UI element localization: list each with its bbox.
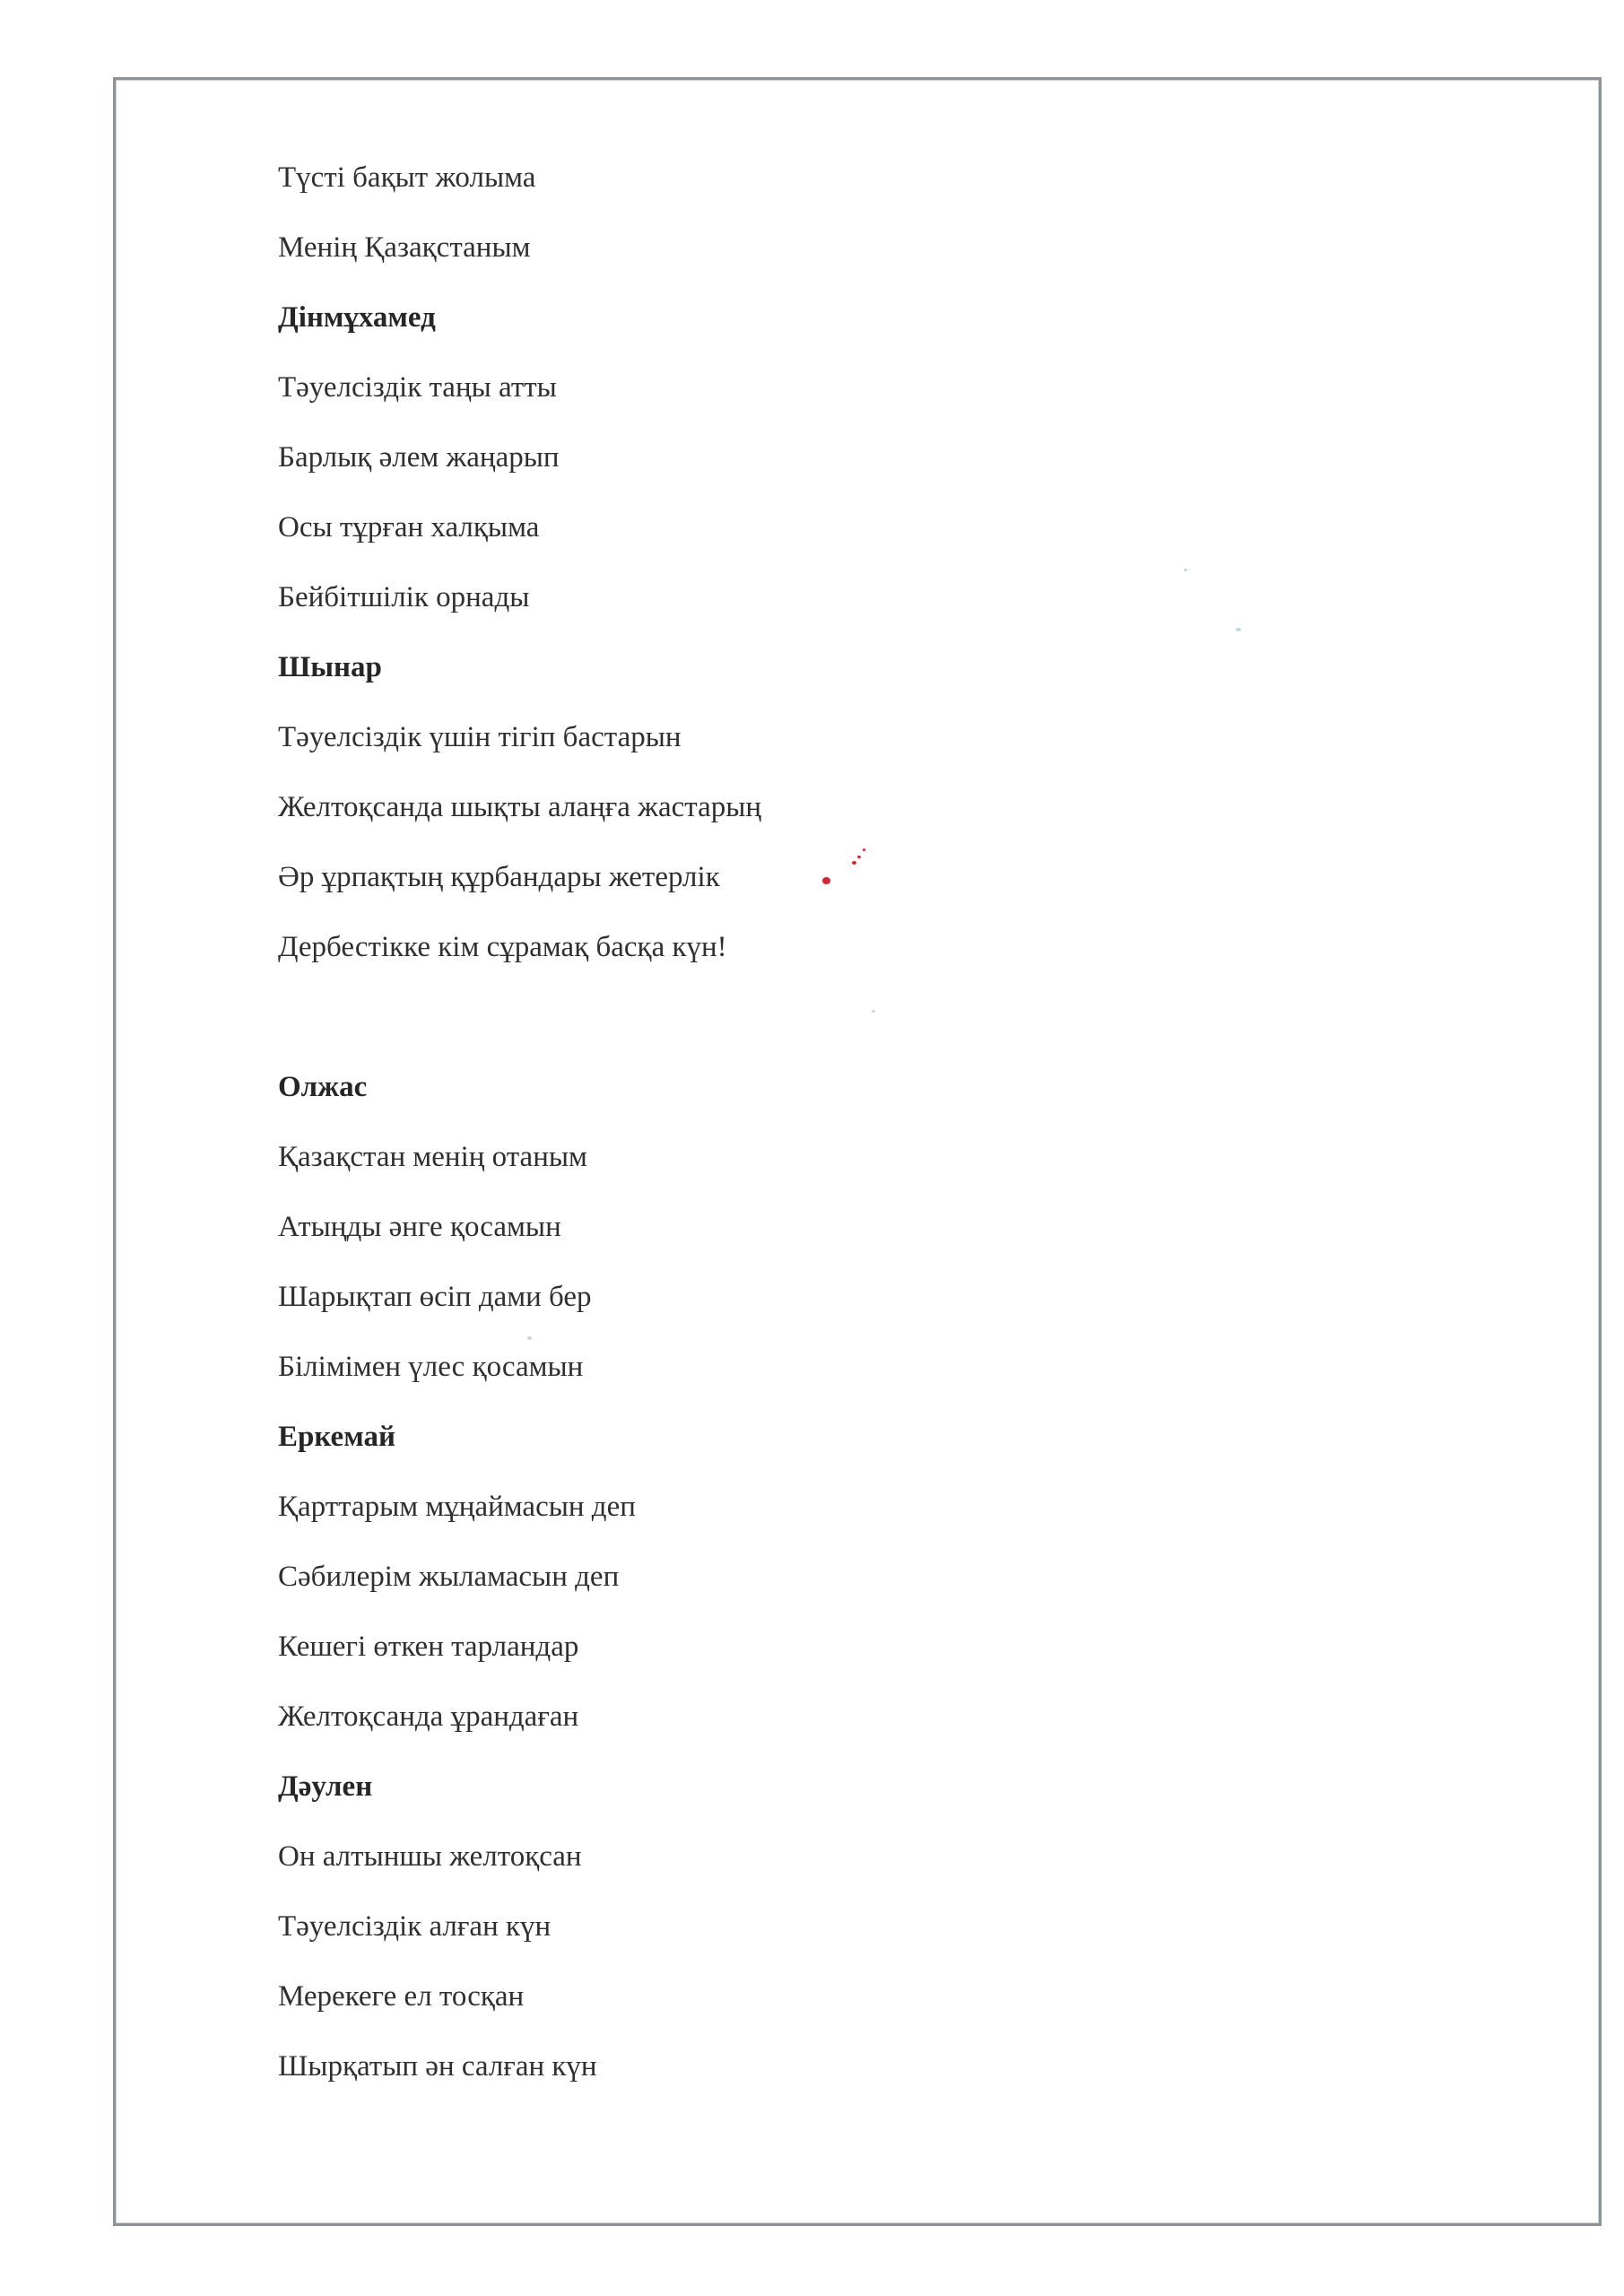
poem-line: Әр ұрпақтың құрбандары жетерлік (278, 861, 720, 893)
poem-line: Түсті бақыт жолыма (278, 161, 536, 194)
poem-line: Он алтыншы желтоқсан (278, 1840, 582, 1873)
speaker-name: Дәулен (278, 1770, 373, 1803)
speaker-name: Дінмұхамед (278, 301, 436, 334)
scan-speck (527, 1336, 532, 1340)
poem-line: Желтоқсанда шықты алаңға жастарың (278, 791, 762, 823)
poem-line: Мерекеге ел тосқан (278, 1980, 525, 2013)
poem-line: Желтоқсанда ұрандаған (278, 1700, 579, 1733)
poem-line: Сәбилерім жыламасын деп (278, 1561, 620, 1593)
poem-line: Менің Қазақстаным (278, 231, 531, 264)
poem-line: Тәуелсіздік үшін тігіп бастарын (278, 721, 682, 753)
poem-line: Шарықтап өсіп дами бер (278, 1281, 592, 1313)
poem-line: Қазақстан менің отаным (278, 1141, 587, 1173)
scan-speck (1184, 569, 1187, 571)
poem-line: Осы тұрған халқыма (278, 511, 540, 544)
scan-speck (872, 1010, 875, 1013)
poem-line: Тәуелсіздік алған күн (278, 1910, 551, 1943)
speaker-name: Олжас (278, 1071, 368, 1103)
scan-speck (1236, 628, 1241, 631)
poem-line: Тәуелсіздік таңы атты (278, 371, 557, 404)
poem-line: Дербестікке кім сұрамақ басқа күн! (278, 931, 727, 963)
speaker-name: Еркемай (278, 1421, 395, 1453)
poem-line: Бейбітшілік орнады (278, 581, 530, 613)
poem-line: Атыңды әнге қосамын (278, 1211, 561, 1243)
poem-line: Барлық әлем жаңарып (278, 441, 560, 474)
poem-line: Кешегі өткен тарландар (278, 1631, 579, 1663)
poem-line: Қарттарым мұңаймасын деп (278, 1491, 636, 1523)
poem-line: Шырқатып ән салған күн (278, 2050, 597, 2083)
speaker-name: Шынар (278, 651, 382, 683)
poem-line: Білімімен үлес қосамын (278, 1351, 584, 1383)
ink-speck (852, 861, 856, 865)
ink-speck (863, 848, 865, 851)
ink-speck (857, 856, 861, 858)
ink-speck (822, 877, 830, 884)
